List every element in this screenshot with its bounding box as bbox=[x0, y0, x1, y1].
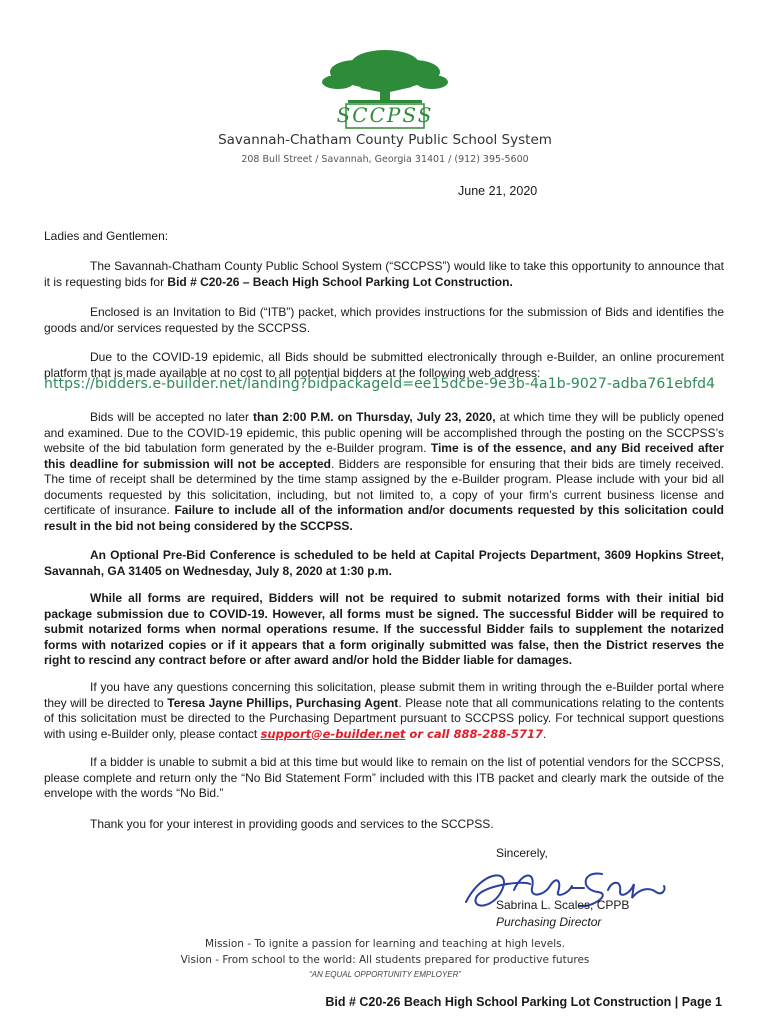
equal-opportunity-line: “AN EQUAL OPPORTUNITY EMPLOYER” bbox=[308, 970, 462, 979]
p7-c: . Please note that all communications relating to the contents of this solicitation must be directed to the Purchasing Department pursuant to SCCPSS policy. For technical support questions with using e-Builder only, please contact bbox=[44, 695, 724, 741]
paragraph-9 bbox=[44, 817, 724, 833]
org-name: Savannah-Chatham County Public School System bbox=[218, 132, 552, 148]
p7-end: . bbox=[543, 726, 547, 741]
page-footer: Bid # C20-26 Beach High School Parking Lot Construction | Page 1 bbox=[325, 995, 722, 1009]
p4-deadline: than 2:00 P.M. on Thursday, July 23, 2020, bbox=[252, 410, 496, 424]
p2-text: Enclosed is an Invitation to Bid (“ITB”) packet, which provides instructions for the submission of Bids and identifies the goods and/or services requested by the SCCPSS. bbox=[44, 305, 724, 335]
p4-e: . Bidders are responsible for ensuring that their bids are timely received. The time of receipt shall be determined by the time stamp assigned by the e-Builder program. Please include with your bid all documents requested by this solicitation, including, but not limited to, a copy of your firm’s current business license and certificate of insurance. bbox=[44, 456, 724, 517]
signatory-title: Purchasing Director bbox=[496, 915, 602, 929]
paragraph-6 bbox=[44, 591, 724, 669]
support-phone: or call 888-288-5717 bbox=[405, 726, 544, 741]
letter-date: June 21, 2020 bbox=[458, 184, 538, 198]
paragraph-4 bbox=[44, 410, 724, 534]
paragraph-5 bbox=[44, 548, 724, 579]
p5-prebid: An Optional Pre-Bid Conference is scheduled to be held at Capital Projects Department, 3609 Hopkins Street, Savannah, GA 31405 on Wednesday, July 8, 2020 at 1:30 p.m. bbox=[44, 548, 724, 578]
vision-statement bbox=[0, 954, 770, 966]
logo-wordmark: SCCPSS bbox=[336, 103, 434, 127]
bid-portal-link[interactable]: https://bidders.e-builder.net/landing?bidpackageId=ee15dcbe-9e3b-4a1b-9027-adba761ebfd4 bbox=[44, 376, 716, 392]
closing: Sincerely, bbox=[496, 846, 548, 860]
paragraph-8 bbox=[44, 755, 724, 802]
p4-time-essence: Time is of the essence, and any Bid received after this deadline for submission will not be accepted bbox=[44, 441, 724, 471]
vision-label: Vision bbox=[180, 954, 212, 966]
signatory-name: Sabrina L. Scales, CPPB bbox=[496, 898, 630, 912]
p8-text: If a bidder is unable to submit a bid at this time but would like to remain on the list of potential vendors for the SCCPSS, please complete and return only the “No Bid Statement Form” included with this ITB packet and clearly mark the outside of the envelope with the words “No Bid.” bbox=[44, 755, 724, 800]
p1-text: The Savannah-Chatham County Public School System (“SCCPSS”) would like to take this opportunity to announce that it is requesting bids for bbox=[44, 259, 724, 289]
p9-text: Thank you for your interest in providing goods and services to the SCCPSS. bbox=[90, 817, 494, 831]
signature-block bbox=[492, 842, 712, 932]
p7-a: If you have any questions concerning this solicitation, please submit them in writing through the e-Builder portal where they will be directed to bbox=[44, 680, 724, 710]
mission-label: Mission bbox=[205, 938, 244, 950]
p3-text: Due to the COVID-19 epidemic, all Bids should be submitted electronically through e-Builder, an online procurement platform that is made available at no cost to all potential bidders at the following web address: bbox=[44, 350, 724, 380]
org-address: 208 Bull Street / Savannah, Georgia 31401 / (912) 395-5600 bbox=[241, 154, 529, 165]
vision-text: - From school to the world: All students prepared for productive futures bbox=[211, 954, 590, 966]
paragraph-2 bbox=[44, 305, 724, 336]
mission-text: - To ignite a passion for learning and teaching at high levels. bbox=[243, 938, 565, 950]
p1-bid-title: Bid # C20-26 – Beach High School Parking Lot Construction. bbox=[167, 274, 513, 289]
mission-statement bbox=[0, 938, 770, 950]
p7-agent: Teresa Jayne Phillips, Purchasing Agent bbox=[167, 695, 399, 710]
p6-forms-notice: While all forms are required, Bidders will not be required to submit notarized forms with their initial bid package submission due to COVID-19. However, all forms must be signed. The successful Bidder will be required to submit notarized forms when normal operations resume. If the successful Bidder fails to supplement the notarized forms with notarized copies or if it appears that a form originally submitted was false, then the District reserves the right to rescind any contract before or after award and/or hold the Bidder liable for damages. bbox=[44, 591, 724, 667]
support-email-link[interactable] bbox=[261, 727, 543, 741]
p4-c: at which time they will be publicly opened and examined. Due to the COVID-19 epidemic, this public opening will be accomplished through the posting on the SCCPSS’s website of the bid tabulation form generated by the e-Builder program. bbox=[44, 410, 724, 455]
paragraph-7 bbox=[44, 680, 724, 742]
salutation: Ladies and Gentlemen: bbox=[44, 229, 169, 243]
support-email[interactable]: support@e-builder.net bbox=[260, 726, 406, 741]
paragraph-1 bbox=[44, 259, 724, 290]
p4-a: Bids will be accepted no later bbox=[90, 410, 253, 424]
p4-failure-notice: Failure to include all of the information and/or documents requested by this solicitation could result in the bid not being considered by the SCCPSS. bbox=[44, 503, 724, 533]
